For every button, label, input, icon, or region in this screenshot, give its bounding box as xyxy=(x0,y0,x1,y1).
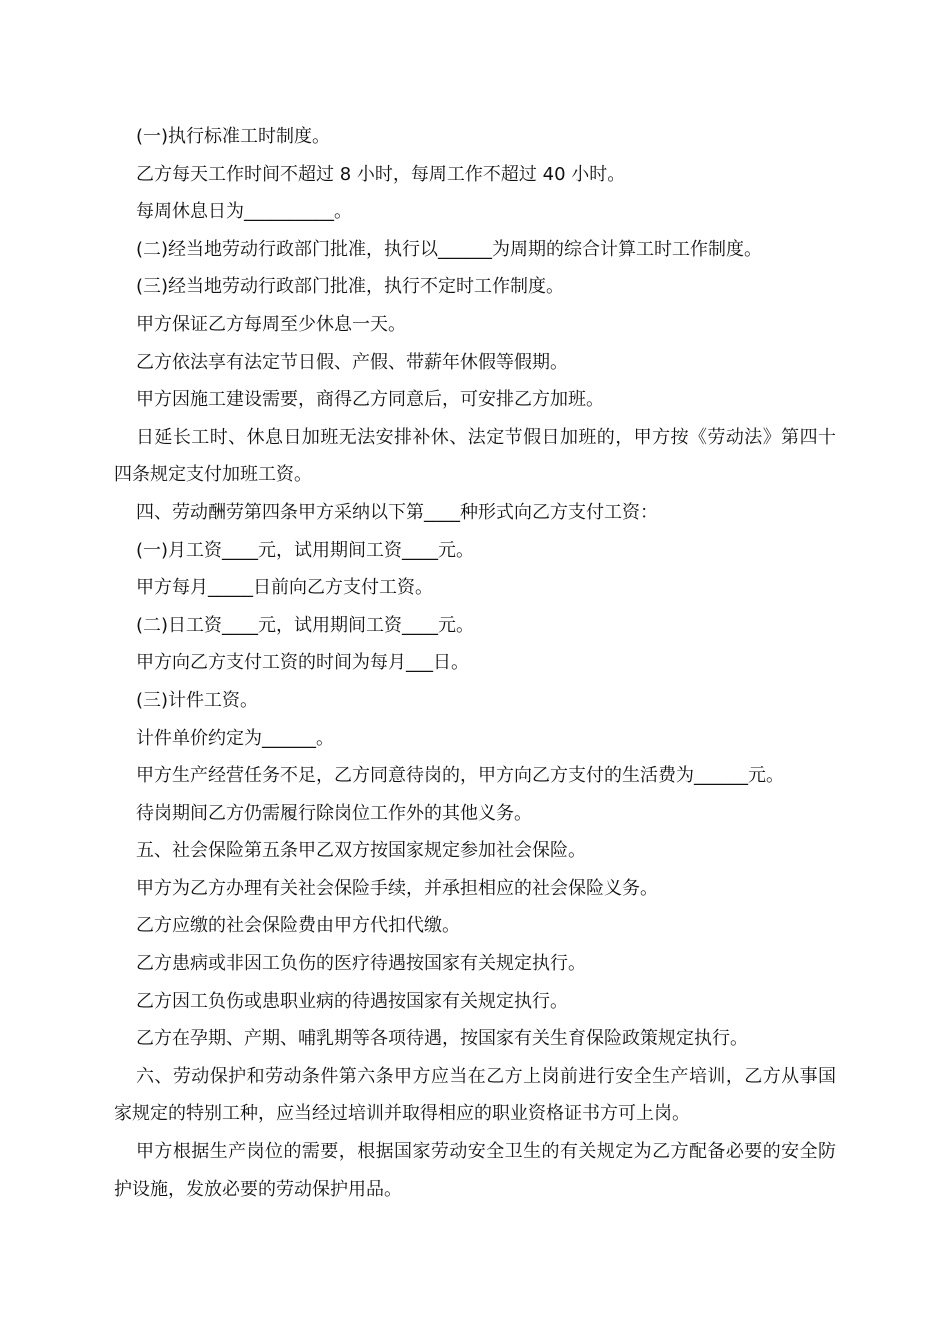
paragraph: (三)经当地劳动行政部门批准，执行不定时工作制度。 xyxy=(136,276,565,298)
document-body xyxy=(114,118,836,1208)
paragraph: 甲方为乙方办理有关社会保险手续，并承担相应的社会保险义务。 xyxy=(136,877,658,899)
paragraph: 计件单价约定为______。 xyxy=(136,727,334,749)
paragraph: 每周休息日为__________。 xyxy=(136,201,352,223)
section-heading-paragraph: 五、社会保险第五条甲乙双方按国家规定参加社会保险。 xyxy=(136,840,586,862)
paragraph: 乙方每天工作时间不超过 8 小时，每周工作不超过 40 小时。 xyxy=(136,163,626,185)
paragraph: 乙方因工负伤或患职业病的待遇按国家有关规定执行。 xyxy=(136,990,568,1012)
paragraph: 甲方保证乙方每周至少休息一天。 xyxy=(136,313,406,335)
paragraph: 甲方因施工建设需要，商得乙方同意后，可安排乙方加班。 xyxy=(136,389,604,411)
paragraph: 甲方生产经营任务不足，乙方同意待岗的，甲方向乙方支付的生活费为______元。 xyxy=(136,765,784,787)
section-heading-paragraph: 四、劳动酬劳第四条甲方采纳以下第____种形式向乙方支付工资： xyxy=(136,501,658,523)
paragraph: 甲方根据生产岗位的需要，根据国家劳动安全卫生的有关规定为乙方配备必要的安全防护设施，发放必要的劳动保护用品。 xyxy=(114,1141,836,1200)
paragraph: (一)月工资____元，试用期间工资____元。 xyxy=(136,539,475,561)
paragraph: (二)日工资____元，试用期间工资____元。 xyxy=(136,614,475,636)
paragraph: 乙方应缴的社会保险费由甲方代扣代缴。 xyxy=(136,915,460,937)
paragraph: (三)计件工资。 xyxy=(136,689,259,711)
paragraph: 乙方依法享有法定节日假、产假、带薪年休假等假期。 xyxy=(136,351,568,373)
paragraph: 甲方每月_____日前向乙方支付工资。 xyxy=(136,577,433,599)
paragraph: 乙方患病或非因工负伤的医疗待遇按国家有关规定执行。 xyxy=(136,953,586,975)
paragraph: (二)经当地劳动行政部门批准，执行以______为周期的综合计算工时工作制度。 xyxy=(136,238,763,260)
paragraph: 待岗期间乙方仍需履行除岗位工作外的其他义务。 xyxy=(136,802,532,824)
paragraph: 乙方在孕期、产期、哺乳期等各项待遇，按国家有关生育保险政策规定执行。 xyxy=(136,1028,748,1050)
section-heading-paragraph: 六、劳动保护和劳动条件第六条甲方应当在乙方上岗前进行安全生产培训，乙方从事国家规定的特别工种，应当经过培训并取得相应的职业资格证书方可上岗。 xyxy=(114,1065,836,1125)
paragraph: (一)执行标准工时制度。 xyxy=(136,126,331,147)
paragraph: 甲方向乙方支付工资的时间为每月___日。 xyxy=(136,652,469,674)
paragraph: 日延长工时、休息日加班无法安排补休、法定节假日加班的，甲方按《劳动法》第四十四条规定支付加班工资。 xyxy=(114,426,836,486)
